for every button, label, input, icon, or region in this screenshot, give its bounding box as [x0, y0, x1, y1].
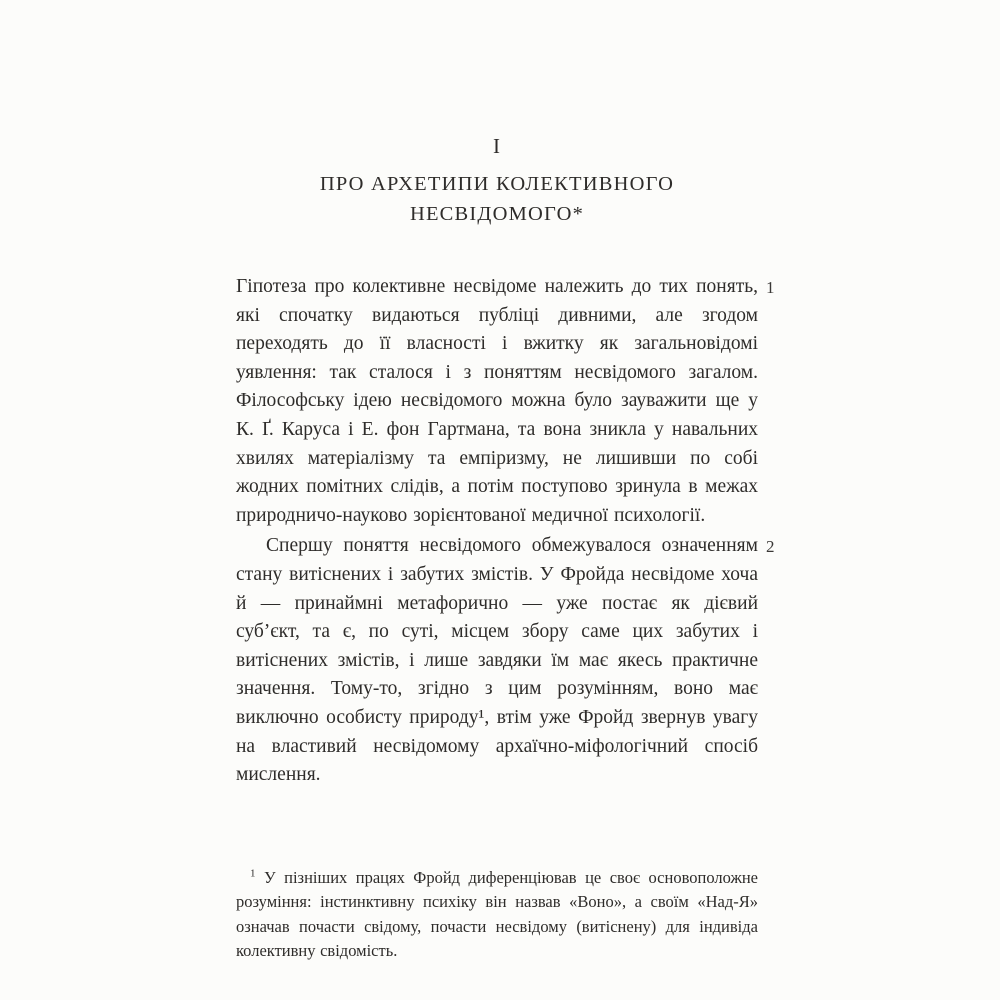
paragraph-block-1 — [236, 273, 775, 530]
paragraph-text: Спершу поняття несвідомого обмежувалося означенням стану витіснених і забутих змістів. У Фройда несвідоме хоча й — принаймні метафорично — уже постає як дієвий суб’єкт, та є, по суті, місцем збору саме цих забутих і витіснених змістів, і лише завдяки їм має якесь практичне значення. Тому-то, згідно з цим розумінням, воно має виключно особисту природу¹, втім уже Фройд звернув увагу на властивий несвідомому архаїчно-міфологічний спосіб мислення. — [236, 535, 758, 786]
footnote-text: У пізніших працях Фройд диференціював це своє основоположне розуміння: інстинктивну психіку він назвав «Воно», а своїм «Над-Я» означав почасти свідому, почасти несвідому (витіснену) для індивіда колективну свідомість. — [236, 867, 758, 961]
margin-paragraph-number: 2 — [766, 537, 775, 557]
margin-paragraph-number: 1 — [766, 278, 775, 297]
chapter-numeral: І — [493, 134, 501, 158]
chapter-title-line-2: НЕСВІДОМОГО* — [409, 203, 585, 225]
footnote — [236, 866, 758, 964]
page-content — [236, 134, 775, 964]
paragraph-block-2 — [236, 532, 775, 789]
chapter-title-line-1: ПРО АРХЕТИПИ КОЛЕКТИВНОГО — [319, 173, 675, 195]
footnote-marker: 1 — [250, 867, 256, 880]
footnote-paragraph — [236, 866, 758, 964]
paragraph-text: Гіпотеза про колективне несвідоме належить до тих понять, які спочатку видаються публіці дивними, але згодом переходять до її власності і вжитку як загальновідомі уявлення: так сталося і з поняттям несвідомого загалом. Філософську ідею несвідомого можна було зауважити ще у К. Ґ. Каруса і Е. фон Гартмана, та вона зникла у навальних хвилях матеріалізму та емпіризму, не лишивши по собі жодних помітних слідів, а потім поступово зринула в межах природничо-науково зорієнтованої медичної психології. — [236, 276, 758, 526]
body-text — [236, 273, 775, 790]
chapter-title — [236, 169, 758, 229]
